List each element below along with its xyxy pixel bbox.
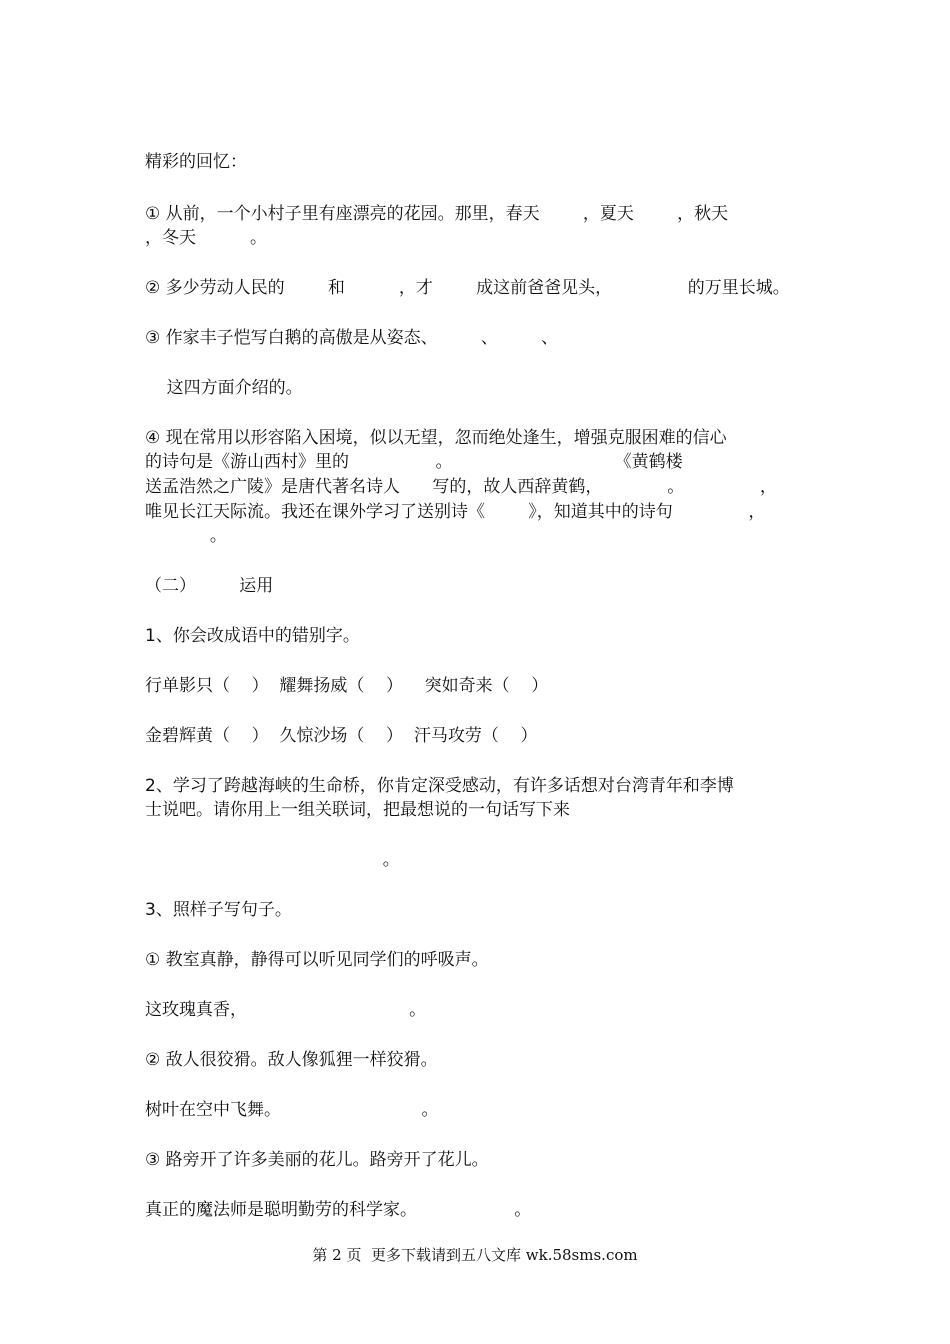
exercise-3-answer-2: 树叶在空中飞舞。 。 xyxy=(145,1100,439,1120)
exercise-2-line-2: 士说吧。请你用上一组关联词，把最想说的一句话写下来 xyxy=(145,800,570,820)
question-3-line-2: 这四方面介绍的。 xyxy=(145,378,303,398)
exercise-2-answer-line: 。 xyxy=(145,850,400,870)
exercise-3-answer-3: 真正的魔法师是聪明勤劳的科学家。 。 xyxy=(145,1200,532,1220)
question-4-line-5: 。 xyxy=(145,526,227,546)
exercise-2-line-1: 2、学习了跨越海峡的生命桥，你肯定深受感动，有许多话想对台湾青年和李博 xyxy=(145,776,734,796)
question-3-line-1: ③ 作家丰子恺写白鹅的高傲是从姿态、 、 、 xyxy=(145,328,559,348)
exercise-3-example-2: ② 敌人很狡猾。敌人像狐狸一样狡猾。 xyxy=(145,1050,438,1070)
question-4-line-2: 的诗句是《游山西村》里的 。 《黄鹤楼 xyxy=(145,452,683,472)
question-1-line-1: ① 从前，一个小村子里有座漂亮的花园。那里，春天 ，夏天 ，秋天 xyxy=(145,204,729,224)
section-heading-recall: 精彩的回忆： xyxy=(145,152,247,172)
page-footer: 第 2 页 更多下载请到五八文库 wk.58sms.com xyxy=(312,1246,638,1264)
exercise-3-example-1: ① 教室真静，静得可以听见同学们的呼吸声。 xyxy=(145,950,489,970)
question-1-line-2: ，冬天 。 xyxy=(145,228,268,248)
exercise-1-row-2: 金碧辉黄（ ） 久惊沙场（ ） 汗马攻劳（ ） xyxy=(145,726,538,746)
question-4-line-3: 送孟浩然之广陵》是唐代著名诗人 写的，故人西辞黄鹤， 。 ， xyxy=(145,477,777,497)
section-heading-apply: （二） 运用 xyxy=(145,576,274,596)
exercise-1-row-1: 行单影只（ ） 耀舞扬威（ ） 突如奇来（ ） xyxy=(145,676,549,696)
question-4-line-4: 唯见长江天际流。我还在课外学习了送别诗《 》，知道其中的诗句 ， xyxy=(145,502,766,522)
exercise-3-example-3: ③ 路旁开了许多美丽的花儿。路旁开了花儿。 xyxy=(145,1150,489,1170)
question-4-line-1: ④ 现在常用以形容陷入困境，似以无望，忽而绝处逢生，增强克服困难的信心 xyxy=(145,428,727,448)
exercise-3-title: 3、照样子写句子。 xyxy=(145,900,292,920)
exercise-1-title: 1、你会改成语中的错别字。 xyxy=(145,626,360,646)
question-2-line: ② 多少劳动人民的 和 ，才 成这前爸爸见头， 的万里长城。 xyxy=(145,278,790,298)
exercise-3-answer-1: 这玫瑰真香， 。 xyxy=(145,1000,427,1020)
